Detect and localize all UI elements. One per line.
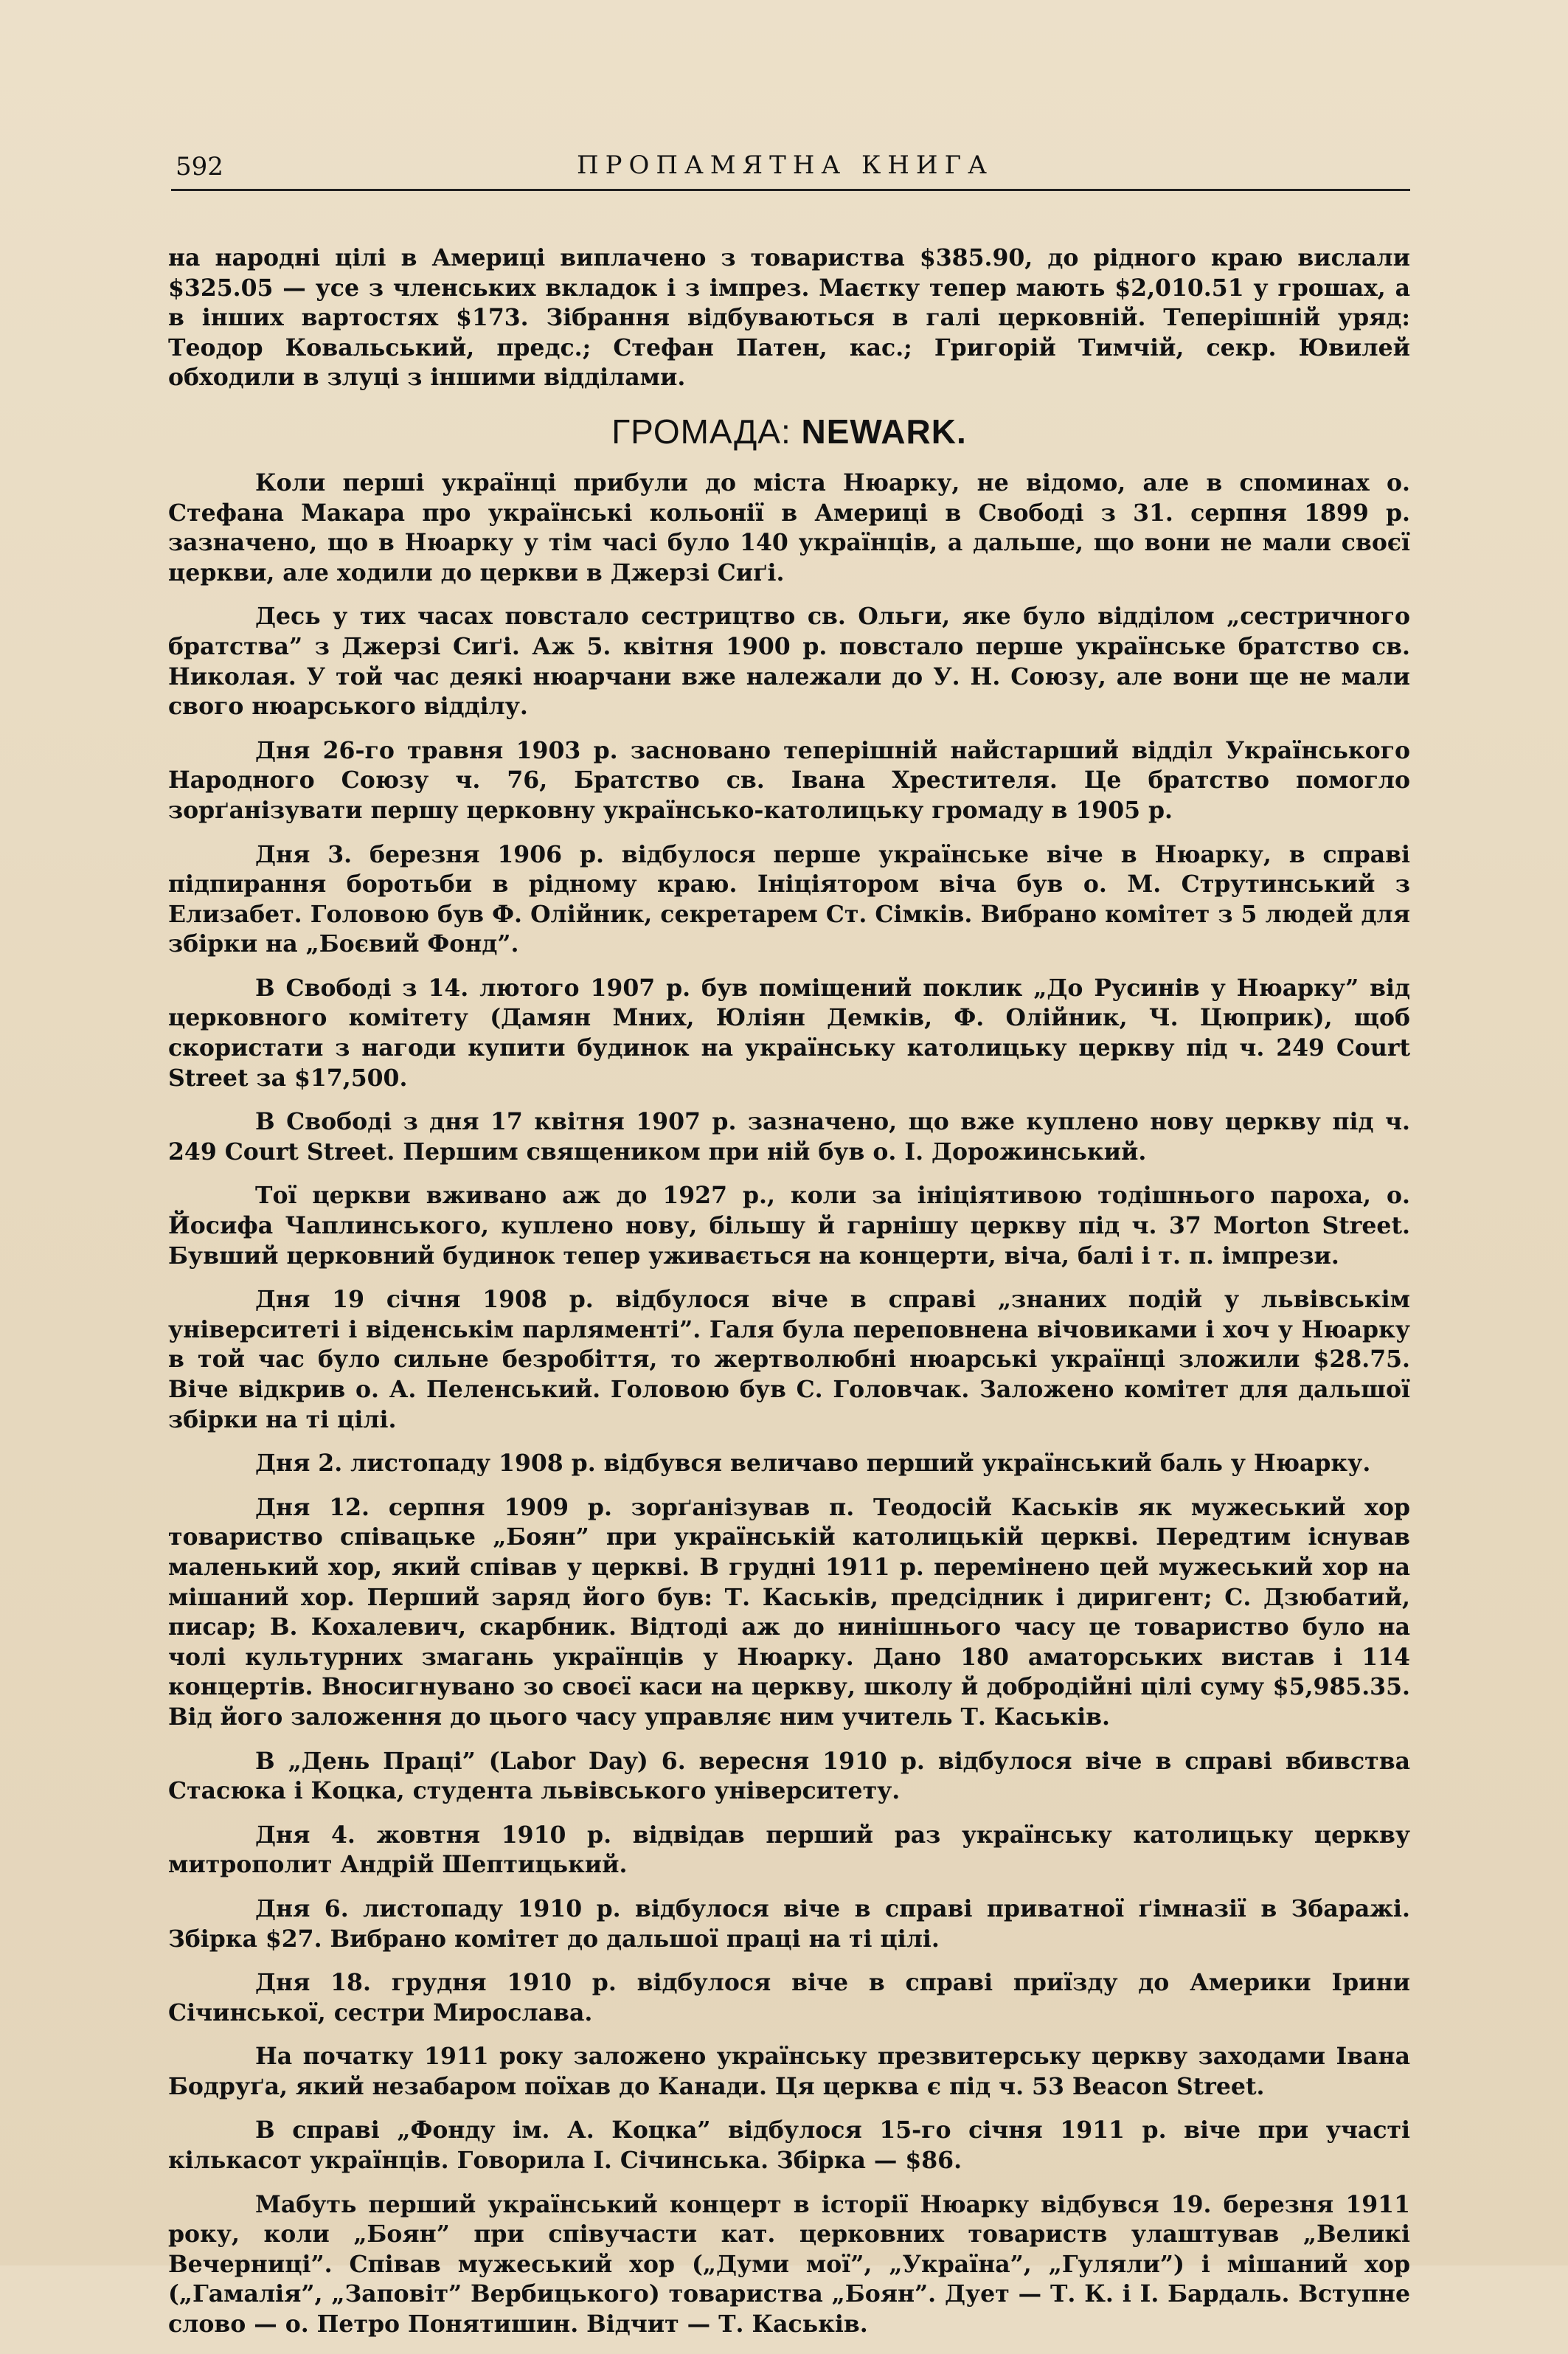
paragraph: Тої церкви вживано аж до 1927 р., коли за ініціятивою тодішнього пароха, о. Йосифа Чаплинського, куплено нову, більшу й гарнішу церкву під ч. 37 Morton Street. Бувший церковний будинок тепер уживається на концерти, віча, балі і т. п. імпрези.: [168, 1182, 1410, 1270]
paragraph: В Свободі з дня 17 квітня 1907 р. зазначено, що вже куплено нову церкву під ч. 249 Court Street. Першим священиком при ній був о. І. Дорожинський.: [168, 1108, 1410, 1166]
paragraph: Дня 2. листопаду 1908 р. відбувся величаво перший український баль у Нюарку.: [255, 1450, 1371, 1478]
paragraph: Десь у тих часах повстало сестрицтво св. Ольги, яке було відділом „сестричного братства” з Джерзі Сиґі. Аж 5. квітня 1900 р. повстало перше українське братство св. Николая. У той час деякі нюарчани вже належали до У. Н. Союзу, але вони ще не мали свого нюарського відділу.: [168, 603, 1410, 721]
running-title: ПРОПАМЯТНА КНИГА: [577, 150, 993, 180]
paragraph: Дня 6. листопаду 1910 р. відбулося віче в справі приватної ґімназії в Збаражі. Збірка $27. Вибрано комітет до дальшої праці на ті цілі.: [168, 1894, 1410, 1953]
paragraph: Дня 4. жовтня 1910 р. відвідав перший раз українську католицьку церкву митрополит Андрій Шептицький.: [168, 1821, 1410, 1879]
paragraph: В „День Праці” (Labor Day) 6. вересня 1910 р. відбулося віче в справі вбивства Стасюка і Коцка, студента львівського університету.: [168, 1747, 1410, 1805]
section-heading: [168, 411, 1410, 452]
page-header: [171, 148, 1410, 191]
paragraph: Дня 19 січня 1908 р. відбулося віче в справі „знаних подій у львівськім університеті і віденськім парляменті”. Галя була переповнена вічовиками і хоч у Нюарку в той час було сильне безробіття, то жертволюбні нюарські українці зложили $28.75. Віче відкрив о. А. Пеленський. Головою був С. Головчак. Заложено комітет для дальшої збірки на ті цілі.: [168, 1286, 1410, 1433]
section-heading-prefix: ГРОМАДА:: [611, 412, 791, 451]
paragraph: Дня 3. березня 1906 р. відбулося перше українське віче в Нюарку, в справі підпирання боротьби в рідному краю. Ініціятором віча був о. М. Струтинський з Елизабет. Головою був Ф. Олійник, секретарем Ст. Сімків. Вибрано комітет з 5 людей для збірки на „Боєвий Фонд”.: [168, 840, 1410, 958]
paragraph: В справі „Фонду ім. А. Коцка” відбулося 15-го січня 1911 р. віче при участі кількасот українців. Говорила І. Січинська. Збірка — $86.: [168, 2116, 1410, 2175]
page-number: 592: [176, 152, 223, 181]
paragraph: Дня 18. грудня 1910 р. відбулося віче в справі приїзду до Америки Ірини Січинської, сестри Мирослава.: [168, 1969, 1410, 2026]
paragraph: Дня 26-го травня 1903 р. засновано теперішній найстарший відділ Українського Народного Союзу ч. 76, Братство св. Івана Хрестителя. Це братство помогло зорґанізувати першу церковну українсько-католицьку громаду в 1905 р.: [168, 736, 1410, 824]
paragraph: На початку 1911 року заложено українську презвитерську церкву заходами Івана Бодруґа, який незабаром поїхав до Канади. Ця церква є під ч. 53 Beacon Street.: [168, 2043, 1410, 2100]
paragraph: Дня 12. серпня 1909 р. зорґанізував п. Теодосій Каськів як мужеський хор товариство співацьке „Боян” при українській католицькій церкві. Передтим існував маленький хор, який співав у церкві. В грудні 1911 р. перемінено цей мужеський хор на мішаний хор. Перший заряд його був: Т. Каськів, предсідник і диригент; С. Дзюбатий, писар; В. Кохалевич, скарбник. Відтоді аж до нинішнього часу це товариство було на чолі культурних змагань українців у Нюарку. Дано 180 аматорських вистав і 114 концертів. Вносигнувано зо своєї каси на церкву, школу й добродійні цілі суму $5,985.35. Від його заложення до цього часу управляє ним учитель Т. Каськів.: [168, 1493, 1410, 1731]
paragraph: Мабуть перший український концерт в історії Нюарку відбувся 19. березня 1911 року, коли „Боян” при співучасти кат. церковних товариств улаштував „Великі Вечерниці”. Співав мужеський хор („Думи мої”, „Україна”, „Гуляли”) і мішаний хор („Гамалія”, „Заповіт” Вербицького) товариства „Боян”. Дует — Т. К. і І. Бардаль. Вступне слово — о. Петро Понятишин. Відчит — Т. Каськів.: [168, 2190, 1410, 2339]
page-body: [168, 243, 1410, 2354]
paragraph: В Свободі з 14. лютого 1907 р. був поміщений поклик „До Русинів у Нюарку” від церковного комітету (Дамян Мних, Юліян Демків, Ф. Олійник, Ч. Цюприк), щоб скористати з нагоди купити будинок на українську католицьку церкву під ч. 249 Court Street за $17,500.: [168, 974, 1410, 1092]
paragraph: Коли перші українці прибули до міста Нюарку, не відомо, але в споминах о. Стефана Макара про українські кольонії в Америці в Свободі з 31. серпня 1899 р. зазначено, що в Нюарку у тім часі було 140 українців, а дальше, що вони не мали своєї церкви, але ходили до церкви в Джерзі Сиґі.: [168, 468, 1410, 586]
continuation-paragraph: на народні цілі в Америці виплачено з товариства $385.90, до рідного краю вислали $325.05 — усе з членських вкладок і з імпрез. Маєтку тепер мають $2,010.51 у грошах, а в інших вартостях $173. Зібрання відбуваються в галі церковній. Теперішній уряд: Теодор Ковальський, предс.; Стефан Патен, кас.; Григорій Тимчій, секр. Ювилей обходили в злуці з іншими відділами.: [168, 244, 1410, 392]
section-heading-city: NEWARK.: [801, 412, 967, 451]
